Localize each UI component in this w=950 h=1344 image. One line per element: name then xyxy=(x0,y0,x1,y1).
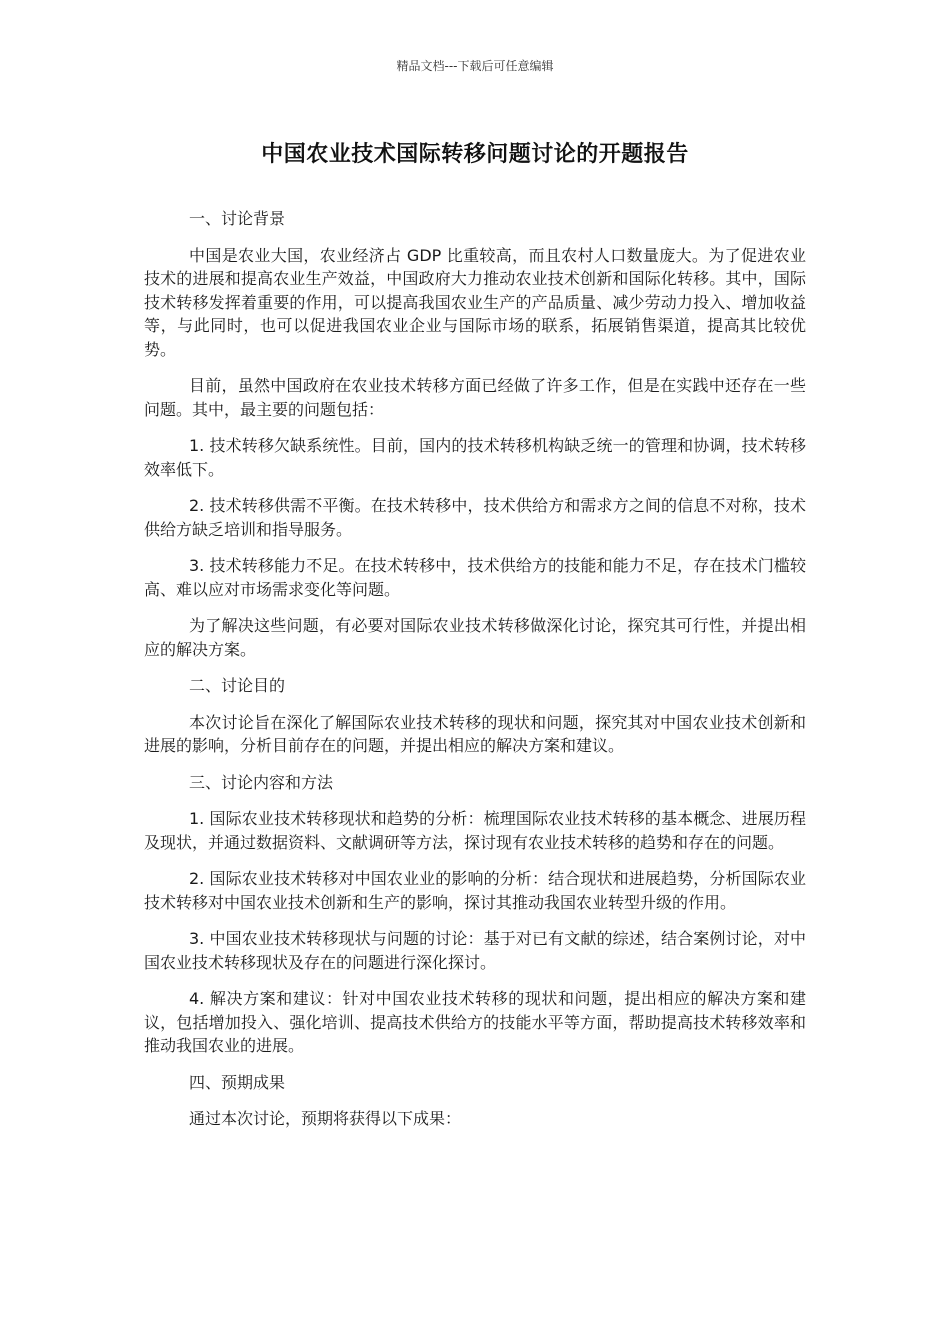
document-body xyxy=(144,207,806,1144)
document-title: 中国农业技术国际转移问题讨论的开题报告 xyxy=(261,142,689,167)
paragraph: 为了解决这些问题，有必要对国际农业技术转移做深化讨论，探究其可行性，并提出相应的解决方案。 xyxy=(144,616,806,659)
list-item: 1. 国际农业技术转移现状和趋势的分析：梳理国际农业技术转移的基本概念、进展历程及现状，并通过数据资料、文献调研等方法，探讨现有农业技术转移的趋势和存在的问题。 xyxy=(144,809,806,852)
list-item: 3. 技术转移能力不足。在技术转移中，技术供给方的技能和能力不足，存在技术门槛较高、难以应对市场需求变化等问题。 xyxy=(144,556,806,599)
section-heading-background: 一、讨论背景 xyxy=(189,209,286,228)
list-item: 2. 技术转移供需不平衡。在技术转移中，技术供给方和需求方之间的信息不对称，技术供给方缺乏培训和指导服务。 xyxy=(144,496,806,539)
paragraph: 中国是农业大国，农业经济占 GDP 比重较高，而且农村人口数量庞大。为了促进农业技术的进展和提高农业生产效益，中国政府大力推动农业技术创新和国际化转移。其中，国际技术转移发挥着重要的作用，可以提高我国农业生产的产品质量、减少劳动力投入、增加收益等，与此同时，也可以促进我国农业企业与国际市场的联系，拓展销售渠道，提高其比较优势。 xyxy=(144,245,806,359)
page-header: 精品文档---下载后可任意编辑 xyxy=(396,59,554,73)
section-heading-purpose: 二、讨论目的 xyxy=(189,676,286,695)
paragraph: 目前，虽然中国政府在农业技术转移方面已经做了许多工作，但是在实践中还存在一些问题。其中，最主要的问题包括： xyxy=(144,376,806,419)
paragraph: 本次讨论旨在深化了解国际农业技术转移的现状和问题，探究其对中国农业技术创新和进展的影响，分析目前存在的问题，并提出相应的解决方案和建议。 xyxy=(144,712,806,755)
list-item: 4. 解决方案和建议：针对中国农业技术转移的现状和问题，提出相应的解决方案和建议，包括增加投入、强化培训、提高技术供给方的技能水平等方面，帮助提高技术转移效率和推动我国农业的进展。 xyxy=(144,989,806,1055)
section-heading-expected-results: 四、预期成果 xyxy=(189,1072,286,1092)
list-item: 3. 中国农业技术转移现状与问题的讨论：基于对已有文献的综述，结合案例讨论，对中国农业技术转移现状及存在的问题进行深化探讨。 xyxy=(144,929,806,972)
list-item: 2. 国际农业技术转移对中国农业业的影响的分析：结合现状和进展趋势，分析国际农业技术转移对中国农业技术创新和生产的影响，探讨其推动我国农业转型升级的作用。 xyxy=(144,869,806,912)
paragraph: 通过本次讨论，预期将获得以下成果： xyxy=(189,1109,462,1128)
list-item: 1. 技术转移欠缺系统性。目前，国内的技术转移机构缺乏统一的管理和协调，技术转移效率低下。 xyxy=(144,436,806,479)
section-heading-content-methods: 三、讨论内容和方法 xyxy=(189,772,334,792)
